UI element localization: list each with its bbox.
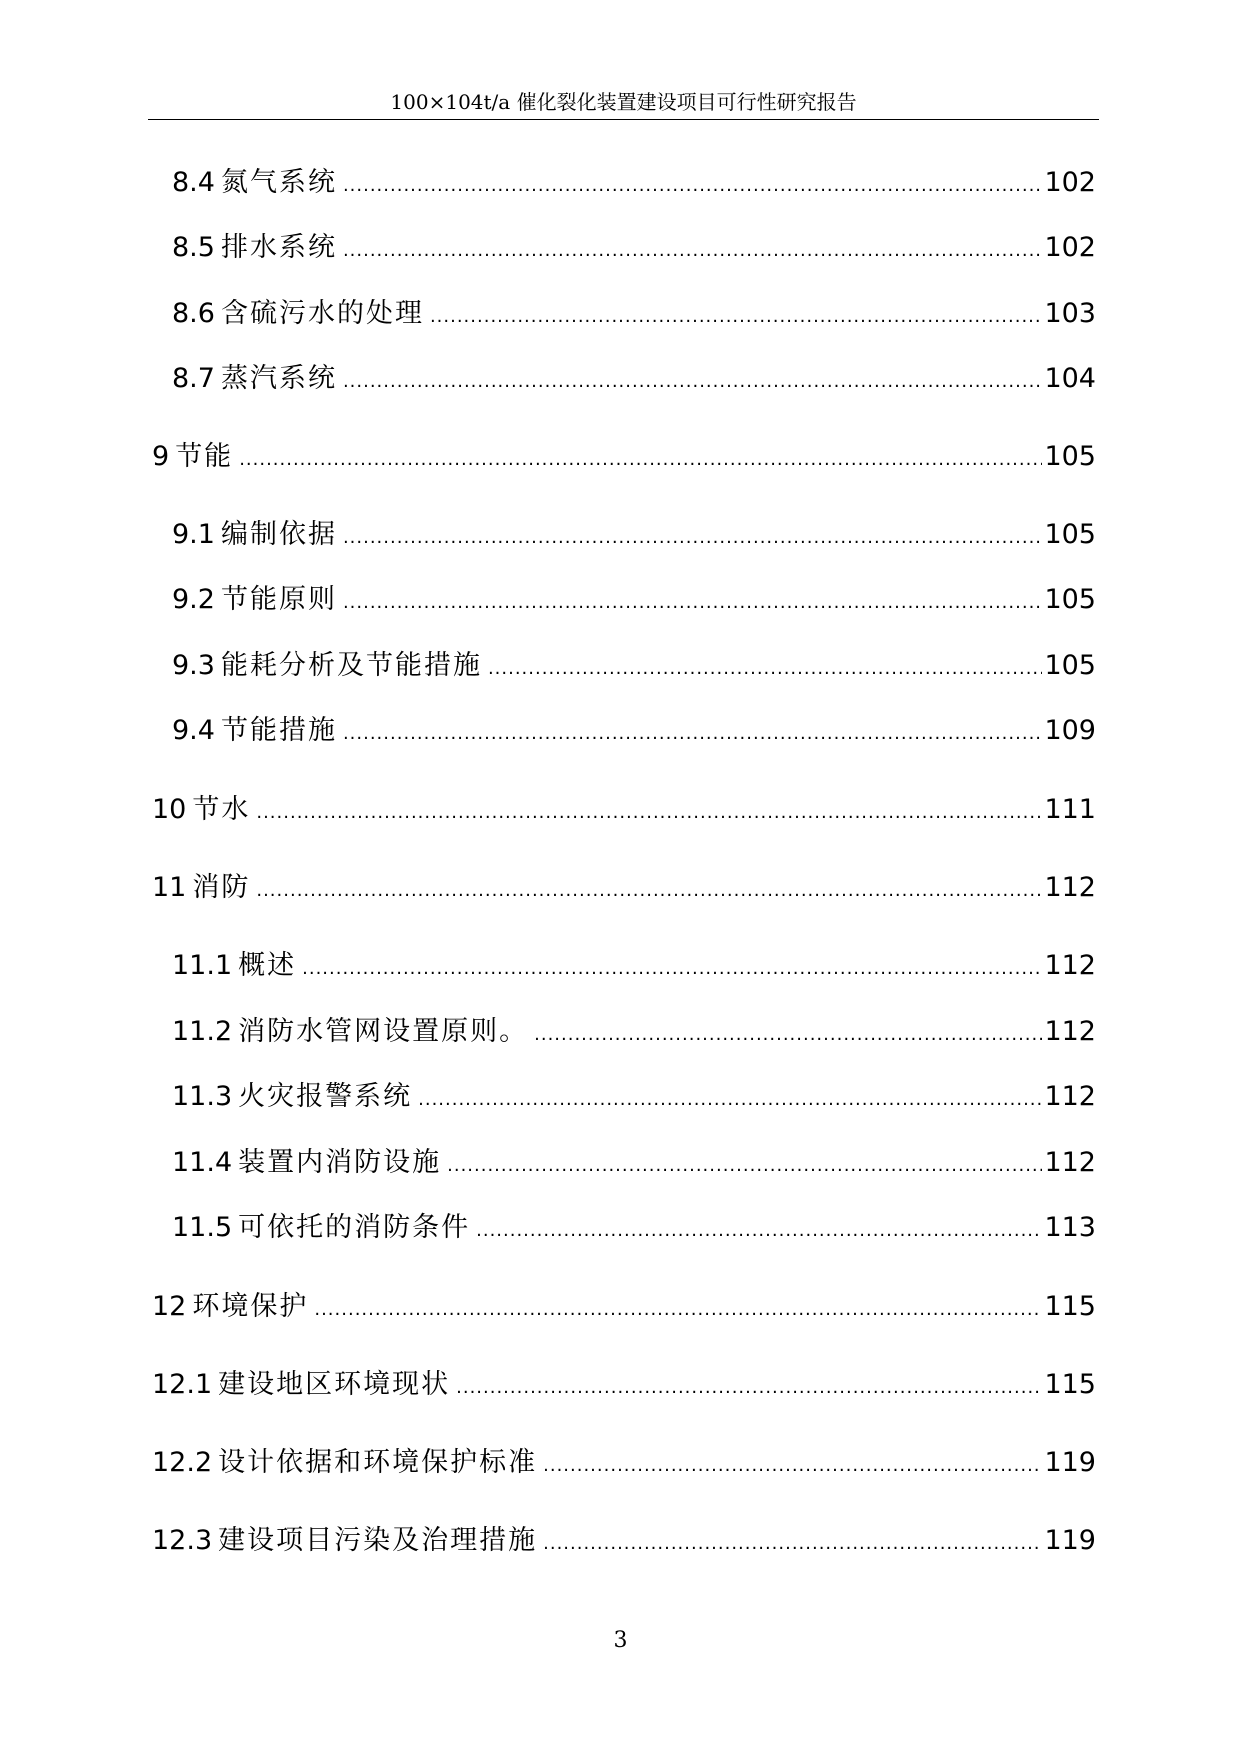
toc-entry-number: 9 — [152, 441, 170, 472]
toc-entry[interactable] — [172, 1077, 1096, 1117]
toc-dot-leader — [343, 583, 1043, 623]
toc-entry[interactable] — [152, 437, 1096, 477]
toc-dot-leader — [239, 440, 1042, 480]
toc-entry-title: 节能 — [175, 441, 234, 472]
toc-dot-leader — [534, 1015, 1042, 1055]
page-number: 3 — [613, 1628, 628, 1653]
toc-entry-number: 11 — [152, 872, 187, 903]
toc-entry-page: 105 — [1044, 441, 1096, 472]
toc-entry-title: 建设项目污染及治理措施 — [218, 1525, 538, 1556]
toc-entry-title: 可依托的消防条件 — [238, 1212, 471, 1243]
toc-entry-page: 112 — [1044, 872, 1096, 903]
toc-entry-page: 112 — [1044, 950, 1096, 981]
toc-entry-number: 12.1 — [152, 1369, 213, 1400]
toc-entry-page: 111 — [1044, 794, 1096, 825]
toc-entry-number: 11.3 — [172, 1081, 233, 1112]
toc-entry-number: 12.3 — [152, 1525, 213, 1556]
toc-entry[interactable] — [152, 868, 1096, 908]
toc-entry-page: 102 — [1044, 167, 1096, 198]
toc-entry-page: 112 — [1044, 1016, 1096, 1047]
toc-entry[interactable] — [152, 1287, 1096, 1327]
toc-entry[interactable] — [172, 1143, 1096, 1183]
toc-dot-leader — [343, 362, 1043, 402]
toc-entry-number: 11.4 — [172, 1147, 233, 1178]
toc-entry-title: 含硫污水的处理 — [220, 298, 424, 329]
toc-entry-page: 119 — [1044, 1447, 1096, 1478]
toc-entry[interactable] — [172, 1208, 1096, 1248]
toc-entry-page: 105 — [1044, 584, 1096, 615]
toc-dot-leader — [343, 518, 1043, 558]
toc-entry-page: 105 — [1044, 650, 1096, 681]
toc-entry-title: 环境保护 — [192, 1291, 309, 1322]
toc-entry-number: 9.4 — [172, 715, 215, 746]
toc-entry-page: 103 — [1044, 298, 1096, 329]
toc-entry-number: 8.7 — [172, 363, 215, 394]
toc-entry-page: 105 — [1044, 519, 1096, 550]
toc-entry[interactable] — [172, 946, 1096, 986]
toc-entry-title: 火灾报警系统 — [238, 1081, 413, 1112]
toc-entry-title: 消防水管网设置原则。 — [238, 1016, 529, 1047]
toc-entry-page: 102 — [1044, 232, 1096, 263]
toc-entry-number: 8.6 — [172, 298, 215, 329]
toc-dot-leader — [543, 1524, 1042, 1564]
toc-entry-page: 115 — [1044, 1291, 1096, 1322]
toc-entry-title: 设计依据和环境保护标准 — [218, 1447, 538, 1478]
toc-dot-leader — [418, 1080, 1042, 1120]
toc-entry-page: 115 — [1044, 1369, 1096, 1400]
toc-dot-leader — [343, 231, 1043, 271]
running-header: 100×104t/a 催化裂化装置建设项目可行性研究报告 — [390, 90, 857, 114]
toc-entry-number: 9.3 — [172, 650, 215, 681]
toc-entry-number: 9.1 — [172, 519, 215, 550]
toc-entry-page: 119 — [1044, 1525, 1096, 1556]
toc-entry-title: 建设地区环境现状 — [218, 1369, 451, 1400]
header-divider — [148, 119, 1099, 120]
toc-entry-number: 11.1 — [172, 950, 233, 981]
toc-entry[interactable] — [152, 790, 1096, 830]
toc-entry-title: 蒸汽系统 — [220, 363, 337, 394]
toc-entry-number: 8.4 — [172, 167, 215, 198]
toc-entry[interactable] — [172, 580, 1096, 620]
toc-entry[interactable] — [172, 359, 1096, 399]
toc-entry-title: 节能措施 — [220, 715, 337, 746]
toc-entry[interactable] — [172, 294, 1096, 334]
toc-dot-leader — [476, 1211, 1042, 1251]
toc-entry[interactable] — [152, 1443, 1096, 1483]
toc-dot-leader — [456, 1368, 1042, 1408]
toc-entry-title: 氮气系统 — [220, 167, 337, 198]
toc-entry-number: 9.2 — [172, 584, 215, 615]
toc-entry-title: 能耗分析及节能措施 — [220, 650, 482, 681]
toc-entry-number: 11.5 — [172, 1212, 233, 1243]
toc-dot-leader — [488, 649, 1043, 689]
toc-dot-leader — [343, 166, 1043, 206]
toc-entry-title: 节水 — [192, 794, 251, 825]
toc-entry[interactable] — [152, 1365, 1096, 1405]
toc-entry[interactable] — [152, 1521, 1096, 1561]
toc-entry[interactable] — [172, 163, 1096, 203]
toc-dot-leader — [543, 1446, 1042, 1486]
toc-dot-leader — [302, 949, 1042, 989]
toc-entry[interactable] — [172, 711, 1096, 751]
toc-entry-title: 节能原则 — [220, 584, 337, 615]
toc-entry-page: 112 — [1044, 1081, 1096, 1112]
toc-entry-number: 12.2 — [152, 1447, 213, 1478]
toc-entry-number: 12 — [152, 1291, 187, 1322]
toc-dot-leader — [256, 793, 1042, 833]
toc-entry-page: 113 — [1044, 1212, 1096, 1243]
toc-entry-page: 112 — [1044, 1147, 1096, 1178]
toc-dot-leader — [343, 714, 1043, 754]
toc-dot-leader — [256, 871, 1042, 911]
toc-entry-number: 11.2 — [172, 1016, 233, 1047]
toc-entry-page: 104 — [1044, 363, 1096, 394]
toc-entry-title: 编制依据 — [220, 519, 337, 550]
toc-entry[interactable] — [172, 646, 1096, 686]
toc-dot-leader — [430, 297, 1043, 337]
toc-entry-title: 装置内消防设施 — [238, 1147, 442, 1178]
toc-entry-page: 109 — [1044, 715, 1096, 746]
toc-dot-leader — [447, 1146, 1042, 1186]
toc-entry-title: 概述 — [238, 950, 297, 981]
toc-entry[interactable] — [172, 1012, 1096, 1052]
toc-entry[interactable] — [172, 515, 1096, 555]
toc-entry[interactable] — [172, 228, 1096, 268]
toc-entry-title: 消防 — [192, 872, 251, 903]
toc-dot-leader — [314, 1290, 1042, 1330]
toc-entry-title: 排水系统 — [220, 232, 337, 263]
toc-entry-number: 10 — [152, 794, 187, 825]
toc-entry-number: 8.5 — [172, 232, 215, 263]
